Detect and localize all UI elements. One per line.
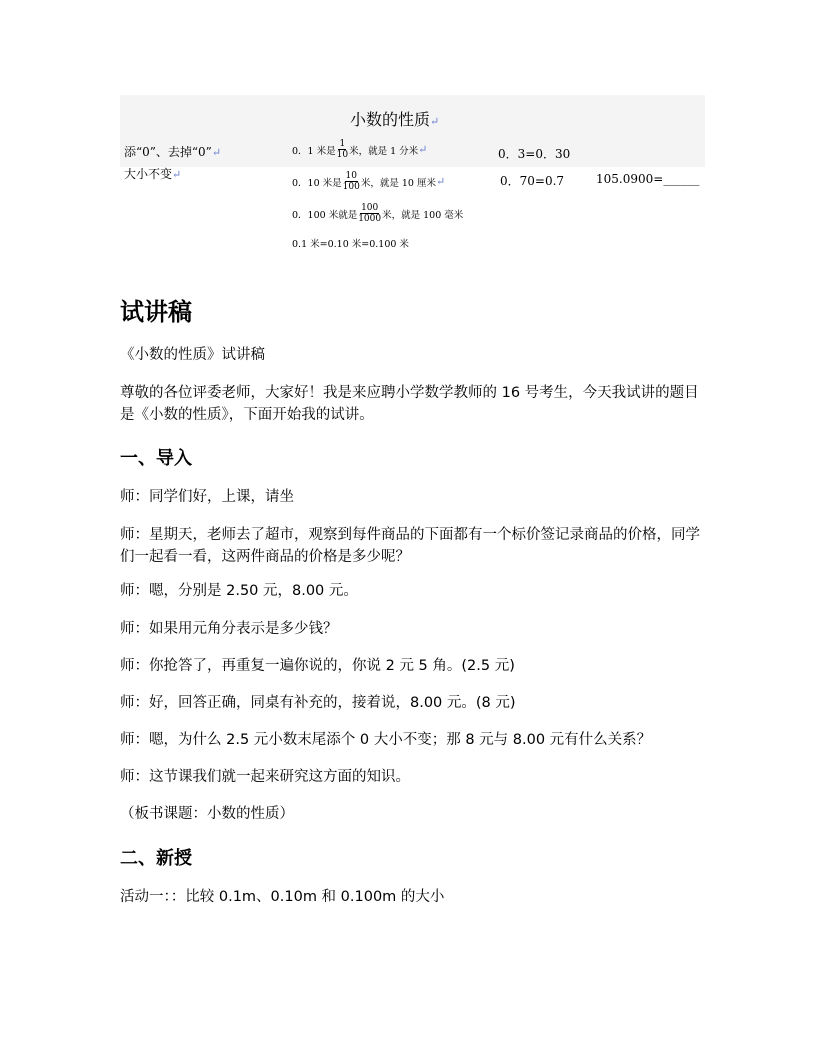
- paragraph-10: 活动一：：比较 0.1m、0.10m 和 0.100m 的大小: [120, 889, 445, 905]
- return-mark-icon: ↵: [172, 168, 182, 181]
- paragraph-9: （板书课题：小数的性质）: [120, 806, 294, 822]
- board-rule-text2: 大小不变: [124, 167, 173, 181]
- paragraph-2: 师：星期天，老师去了超市，观察到每件商品的下面都有一个标价签记录商品的价格，同学们一起看一看，这两件商品的价格是多少呢？: [120, 527, 700, 565]
- board-row-3: [292, 203, 463, 224]
- board-row-2: [292, 171, 445, 192]
- row1-pre: 0．1 米是: [292, 145, 336, 157]
- board-title-text: 小数的性质: [350, 110, 431, 129]
- row3-post: 米，就是 100 毫米: [382, 209, 464, 221]
- paragraph-6: 师：好，回答正确，同桌有补充的，接着说，8.00 元。(8 元): [120, 695, 516, 711]
- blackboard-figure: [120, 95, 705, 257]
- paragraph-7: 师：嗯，为什么 2.5 元小数末尾添个 0 大小不变；那 8 元与 8.00 元有什么关系？: [120, 732, 652, 748]
- fraction-2-numerator: 10: [345, 171, 357, 181]
- section-heading-new: 二、新授: [120, 848, 192, 869]
- paragraph-5: 师：你抢答了，再重复一遍你说的，你说 2 元 5 角。(2.5 元): [120, 658, 515, 674]
- paragraph-1: 师：同学们好，上课，请坐: [120, 489, 294, 505]
- board-equation-1: 0．3=0．30: [498, 147, 571, 161]
- fraction-1-numerator: 1: [339, 139, 346, 149]
- board-row-1: [292, 139, 427, 160]
- document-heading: 试讲稿: [120, 298, 192, 326]
- return-mark-icon: ↵: [435, 175, 446, 188]
- row2-post: 米，就是 10 厘米: [360, 177, 436, 189]
- board-rule-line2: [124, 165, 181, 182]
- fraction-2: [343, 171, 360, 192]
- intro-paragraph: 尊敬的各位评委老师，大家好！我是来应聘小学数学教师的 16 号考生，今天我试讲的题目是《小数的性质》，下面开始我的试讲。: [120, 385, 699, 423]
- row4-text: 0.1 米=0.10 米=0.100 米: [292, 239, 409, 250]
- fraction-1: [337, 139, 348, 160]
- board-rule-line1: [124, 143, 221, 160]
- fraction-1-denominator: 10: [336, 150, 349, 160]
- row2-pre: 0．10 米是: [292, 177, 342, 189]
- board-equation-3: 105.0900=______: [596, 172, 700, 186]
- paragraph-3: 师：嗯，分别是 2.50 元，8.00 元。: [120, 583, 358, 599]
- paragraph-4: 师：如果用元角分表示是多少钱？: [120, 621, 338, 637]
- return-mark-icon: ↵: [430, 115, 440, 128]
- fraction-2-denominator: 100: [342, 182, 360, 192]
- document-subtitle: 《小数的性质》试讲稿: [120, 347, 265, 363]
- fraction-3-denominator: 1000: [358, 214, 382, 224]
- fraction-3: [358, 203, 381, 224]
- board-rule-text1: 添“0”、去掉“0”: [124, 145, 212, 159]
- board-title: [350, 107, 439, 130]
- board-equation-2: 0．70=0.7: [500, 174, 565, 188]
- row1-post: 米，就是 1 分米: [349, 145, 419, 157]
- board-row-4: [292, 236, 409, 250]
- row3-pre: 0．100 米就是: [292, 209, 358, 221]
- return-mark-icon: ↵: [418, 143, 428, 156]
- paragraph-8: 师：这节课我们就一起来研究这方面的知识。: [120, 769, 410, 785]
- section-heading-intro: 一、导入: [120, 448, 192, 469]
- fraction-3-numerator: 100: [361, 203, 379, 213]
- return-mark-icon: ↵: [211, 146, 222, 159]
